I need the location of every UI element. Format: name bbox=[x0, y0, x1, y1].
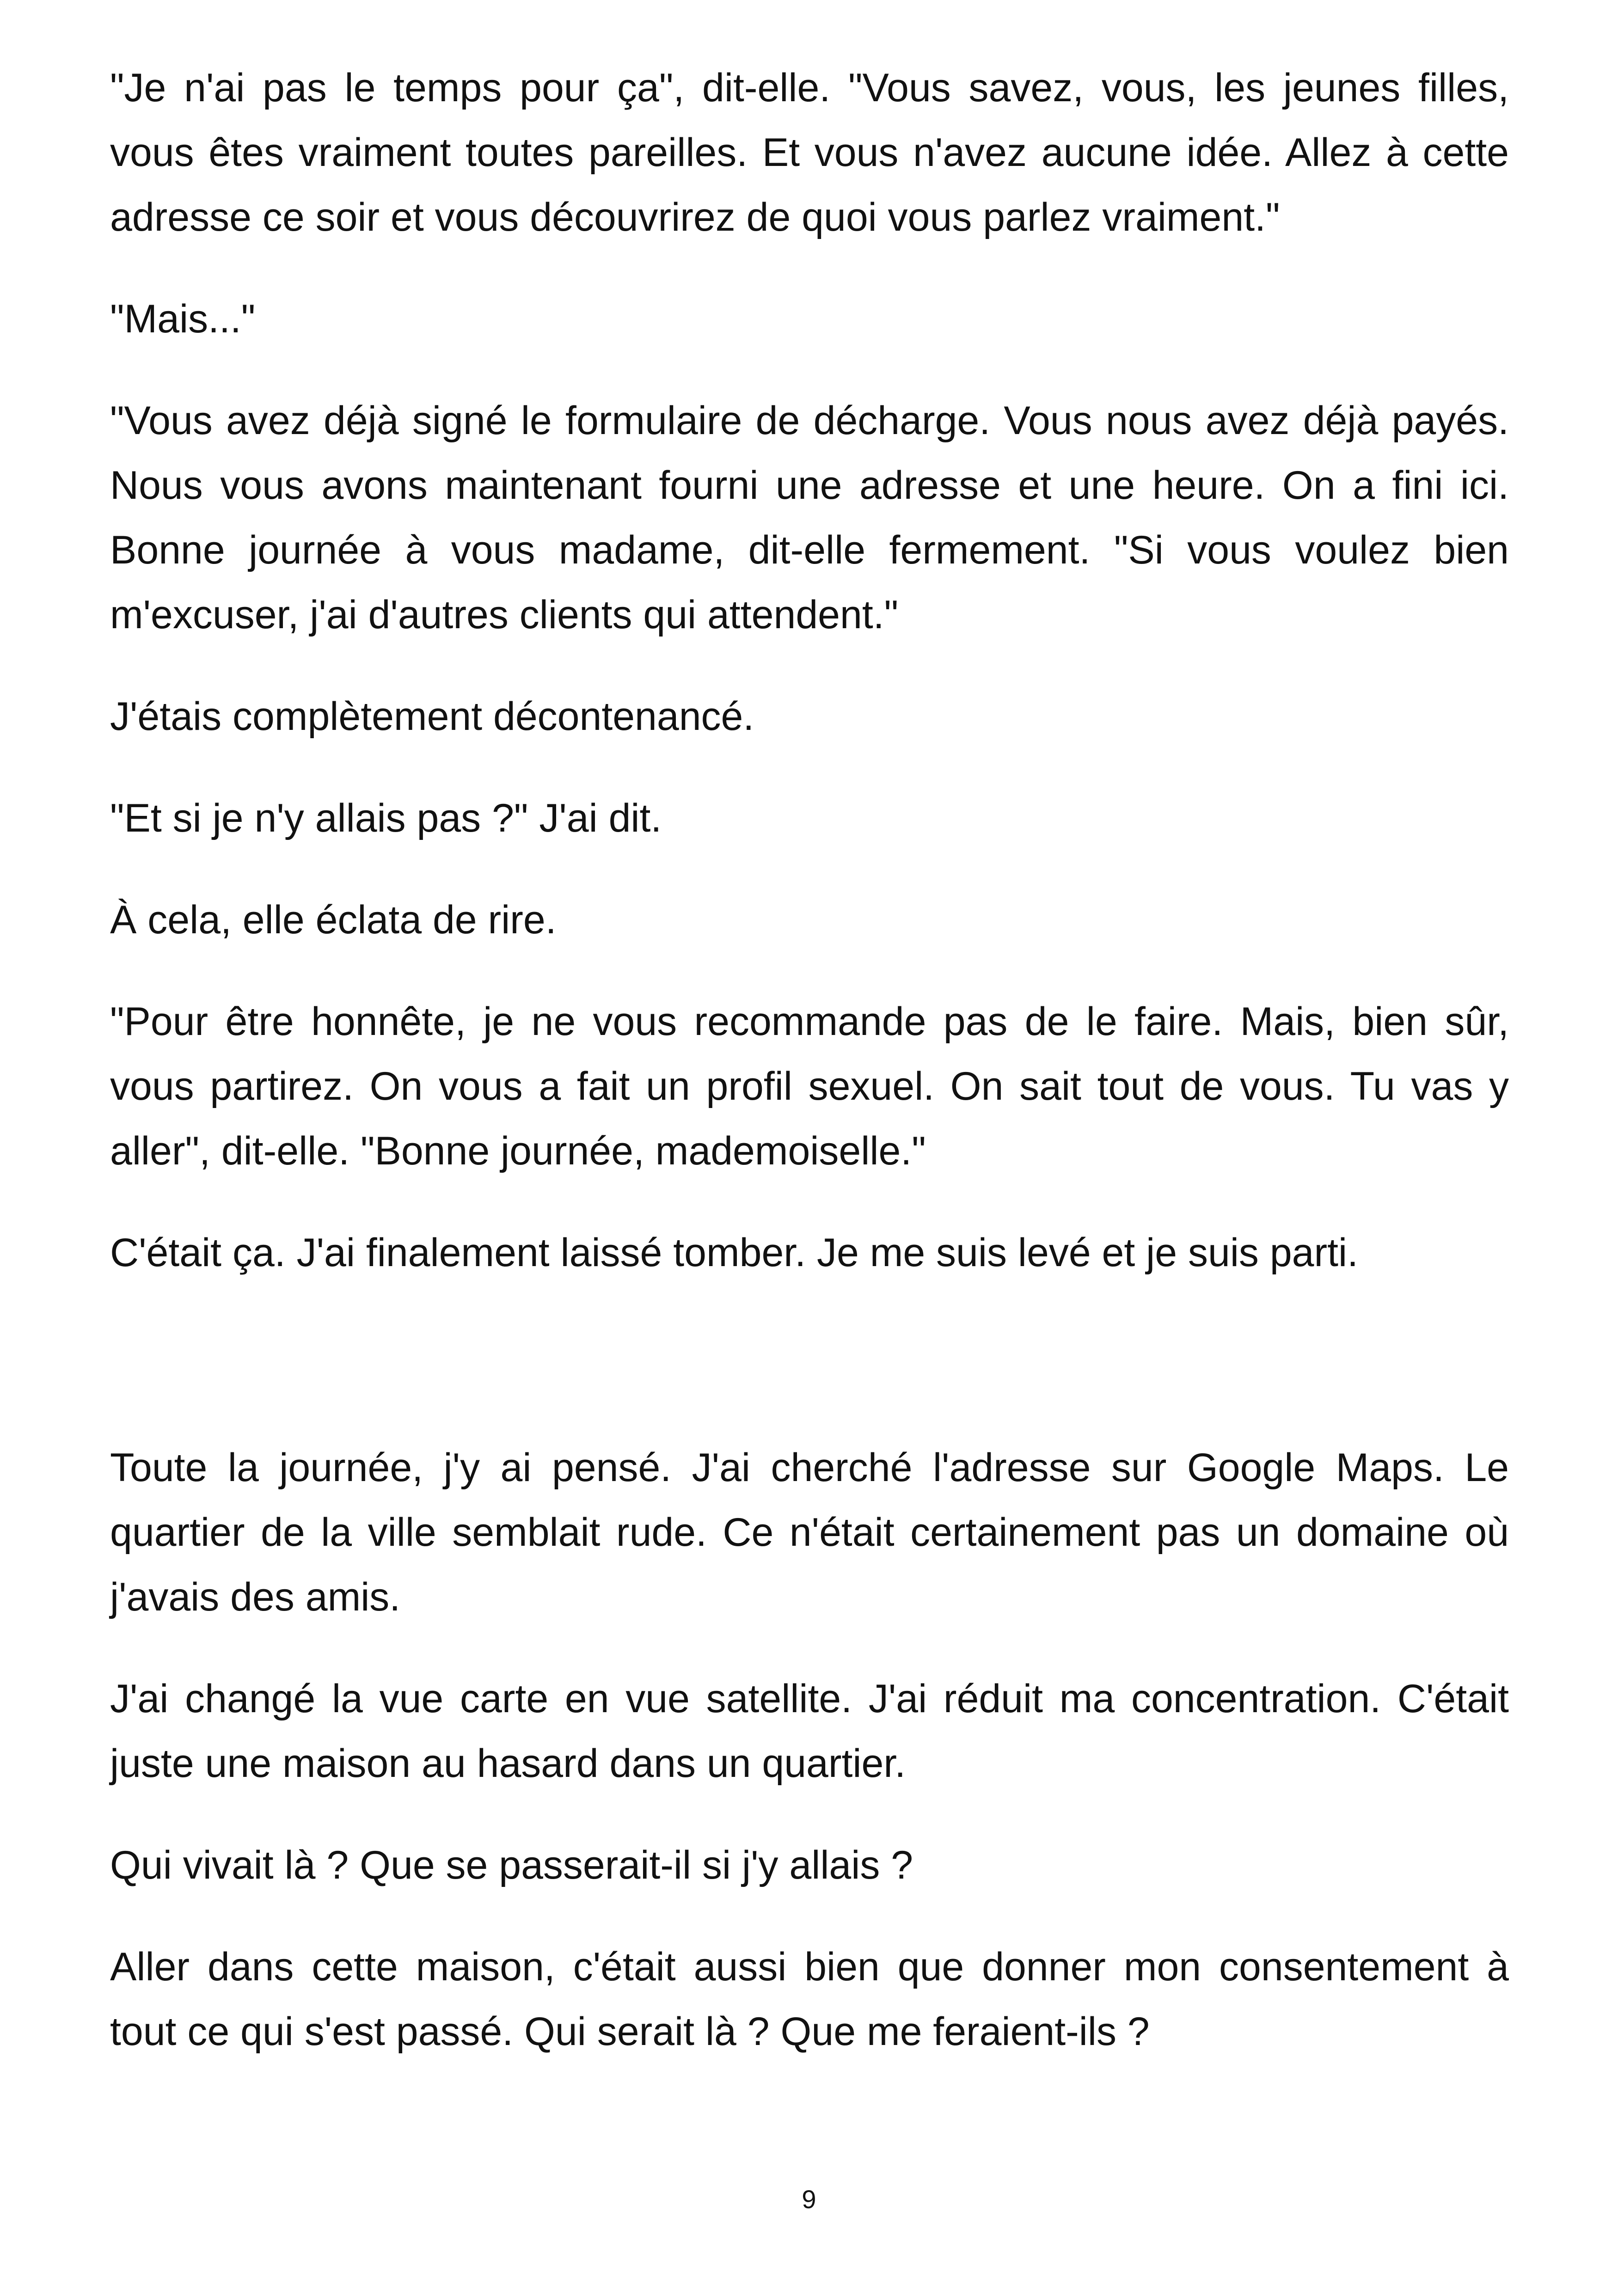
paragraph: "Je n'ai pas le temps pour ça", dit-elle. "Vous savez, vous, les jeunes filles, vous êtes vraiment toutes pareilles. Et vous n'avez aucune idée. Allez à cette adresse ce soir et vous découvrirez de quoi vous parlez vraiment." bbox=[110, 66, 1509, 239]
body-text bbox=[110, 55, 1509, 2101]
paragraph: Aller dans cette maison, c'était aussi bien que donner mon consentement à tout ce qui s'est passé. Qui serait là ? Que me feraient-ils ? bbox=[110, 1945, 1509, 2054]
paragraph: Toute la journée, j'y ai pensé. J'ai cherché l'adresse sur Google Maps. Le quartier de la ville semblait rude. Ce n'était certainement pas un domaine où j'avais des amis. bbox=[110, 1445, 1509, 1619]
paragraph: "Et si je n'y allais pas ?" J'ai dit. bbox=[110, 796, 662, 840]
paragraph: C'était ça. J'ai finalement laissé tomber. Je me suis levé et je suis parti. bbox=[110, 1231, 1359, 1275]
paragraph: J'étais complètement décontenancé. bbox=[110, 694, 754, 739]
section-break bbox=[110, 1322, 1509, 1435]
paragraph: J'ai changé la vue carte en vue satellite. J'ai réduit ma concentration. C'était juste une maison au hasard dans un quartier. bbox=[110, 1677, 1509, 1786]
paragraph: "Mais..." bbox=[110, 297, 256, 341]
paragraph: "Vous avez déjà signé le formulaire de décharge. Vous nous avez déjà payés. Nous vous avons maintenant fourni une adresse et une heure. On a fini ici. Bonne journée à vous madame, dit-elle fermement. "Si vous voulez bien m'excuser, j'ai d'autres clients qui attendent." bbox=[110, 398, 1509, 637]
page-number: 9 bbox=[802, 2185, 816, 2214]
paragraph: À cela, elle éclata de rire. bbox=[110, 898, 557, 942]
paragraph: "Pour être honnête, je ne vous recommande pas de le faire. Mais, bien sûr, vous partirez. On vous a fait un profil sexuel. On sait tout de vous. Tu vas y aller", dit-elle. "Bonne journée, mademoiselle." bbox=[110, 999, 1509, 1173]
paragraph: Qui vivait là ? Que se passerait-il si j'y allais ? bbox=[110, 1843, 913, 1887]
